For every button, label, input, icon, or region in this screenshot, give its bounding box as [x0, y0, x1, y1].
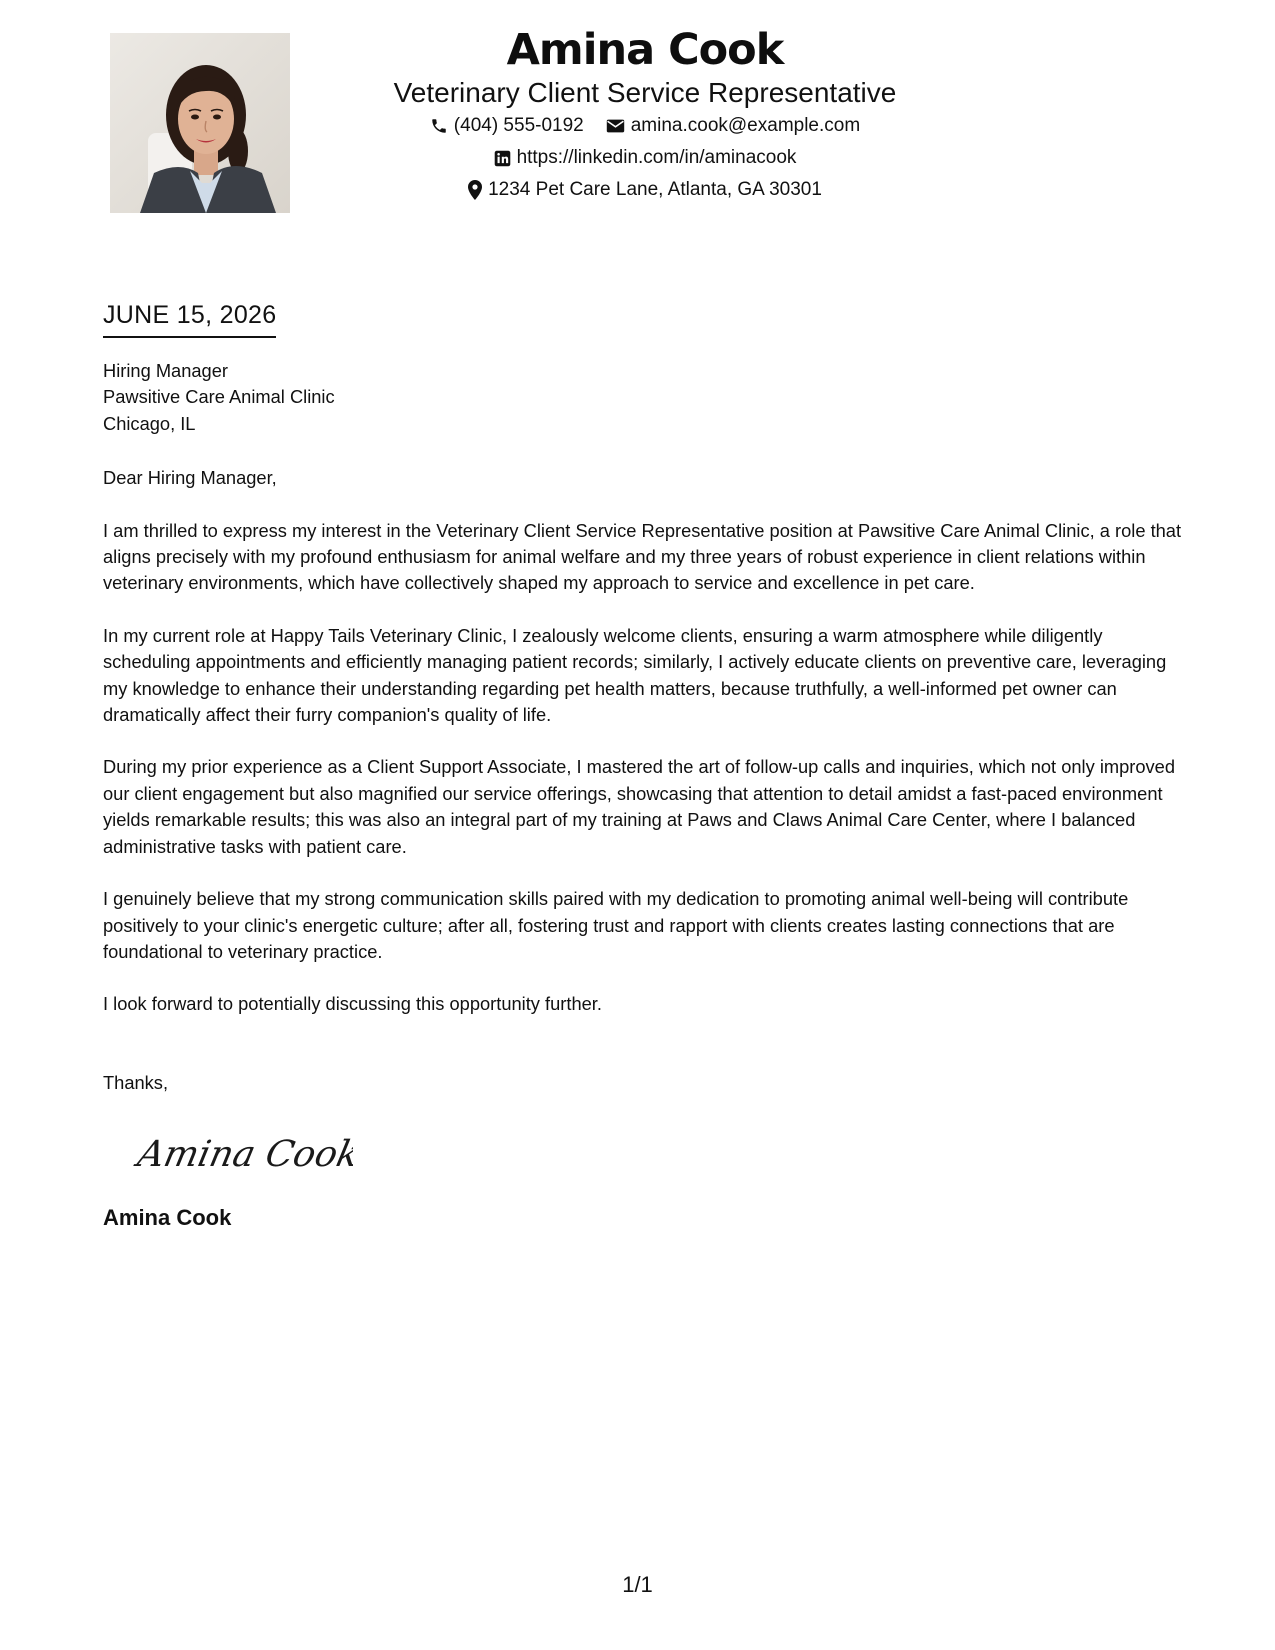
recipient-block	[103, 358, 1183, 437]
paragraph: In my current role at Happy Tails Veterinary Clinic, I zealously welcome clients, ensuring a warm atmosphere while diligently scheduling appointments and efficiently managing patient records; similarly, I actively educate clients on preventive care, leveraging my knowledge to enhance their understanding regarding pet health matters, because truthfully, a well-informed pet owner can dramatically affect their furry companion's quality of life.	[103, 624, 1167, 726]
letter-body	[103, 358, 1183, 1232]
paragraph: I am thrilled to express my interest in the Veterinary Client Service Representative position at Pawsitive Care Animal Clinic, a role that aligns precisely with my profound enthusiasm for animal welfare and my three years of robust experience in client relations within veterinary environments, which have collectively shaped my approach to service and excellence in pet care.	[103, 519, 1182, 594]
linkedin-icon	[494, 150, 511, 167]
paragraph: I genuinely believe that my strong communication skills paired with my dedication to promoting animal well-being will contribute positively to your clinic's energetic culture; after all, fostering trust and rapport with clients creates lasting connections that are foundational to veterinary practice.	[103, 888, 1129, 962]
applicant-name: Amina Cook	[506, 25, 784, 75]
recipient-name: Hiring Manager	[103, 360, 228, 381]
contact-line-phone-email	[300, 110, 990, 142]
handwritten-signature	[133, 1124, 1183, 1180]
signed-name: Amina Cook	[103, 1205, 232, 1231]
contact-line-address	[300, 174, 990, 206]
page-number: 1/1	[622, 1572, 653, 1597]
date-block	[103, 298, 276, 338]
phone-icon	[430, 117, 448, 135]
job-title: Veterinary Client Service Representative	[393, 77, 897, 108]
closing: Thanks,	[103, 1071, 169, 1093]
header	[300, 22, 990, 206]
linkedin-url[interactable]: https://linkedin.com/in/aminacook	[516, 147, 797, 168]
map-pin-icon	[468, 180, 482, 200]
envelope-icon	[606, 118, 625, 134]
address: 1234 Pet Care Lane, Atlanta, GA 30301	[488, 179, 822, 200]
profile-photo	[110, 33, 290, 213]
recipient-company: Pawsitive Care Animal Clinic	[103, 386, 335, 408]
phone-number[interactable]: (404) 555-0192	[453, 115, 584, 136]
paragraph: I look forward to potentially discussing this opportunity further.	[103, 993, 602, 1015]
svg-text:Amina Cook: Amina Cook	[134, 1132, 353, 1176]
recipient-location: Chicago, IL	[103, 412, 196, 434]
greeting: Dear Hiring Manager,	[103, 467, 277, 489]
email-address[interactable]: amina.cook@example.com	[630, 115, 861, 136]
letter-date: JUNE 15, 2026	[103, 298, 276, 338]
contact-line-linkedin	[300, 142, 990, 174]
paragraph: During my prior experience as a Client Support Associate, I mastered the art of follow-up calls and inquiries, which not only improved our client engagement but also magnified our service offerings, showcasing that attention to detail amidst a fast-paced environment yields remarkable results; this was also an integral part of my training at Paws and Claws Animal Care Center, where I balanced administrative tasks with patient care.	[103, 756, 1176, 857]
portrait-illustration	[110, 33, 290, 213]
